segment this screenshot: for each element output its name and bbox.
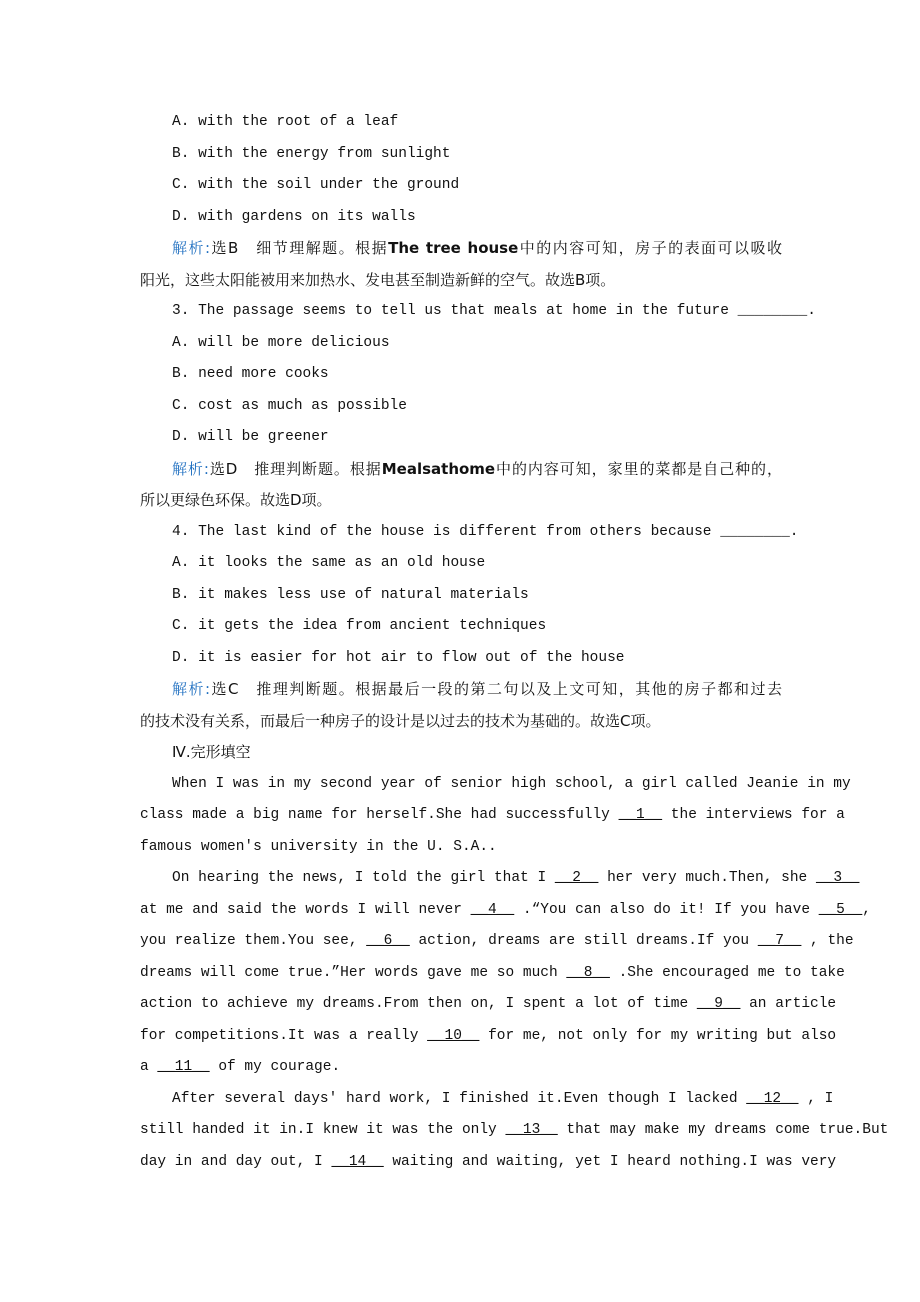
blank-14: __14__ [331, 1154, 384, 1170]
blank-4: __4__ [470, 902, 515, 918]
q3-stem: 3. The passage seems to tell us that meals at home in the future ________. [172, 303, 816, 319]
q3-option-c: C. cost as much as possible [172, 398, 407, 414]
q3-option-d: D. will be greener [172, 429, 329, 445]
q2-option-c: C. with the soil under the ground [172, 177, 460, 193]
q4-option-c: C. it gets the idea from ancient techniques [172, 618, 547, 634]
blank-7: __7__ [757, 933, 802, 949]
keyword: The tree house [388, 239, 519, 257]
passage-line: you realize them.You see, __6__ action, dreams are still dreams.If you __7__ , the [140, 933, 854, 949]
explanation-label: 解析: [172, 680, 210, 698]
passage-line: for competitions.It was a really __10__ for me, not only for my writing but also [140, 1028, 837, 1044]
blank-6: __6__ [366, 933, 410, 949]
q2-option-d: D. with gardens on its walls [172, 209, 416, 225]
q2-explanation-line-1: 解析:选B 细节理解题。根据The tree house中的内容可知，房子的表面可以吸收 [172, 239, 782, 257]
passage-line: When I was in my second year of senior high school, a girl called Jeanie in my [172, 776, 851, 792]
q4-option-a: A. it looks the same as an old house [172, 555, 486, 571]
passage-line: still handed it in.I knew it was the only __13__ that may make my dreams come true.But [140, 1122, 889, 1138]
passage-line: class made a big name for herself.She had successfully __1__ the interviews for a [140, 807, 845, 823]
q4-stem: 4. The last kind of the house is different from others because ________. [172, 524, 799, 540]
passage-line: After several days' hard work, I finished it.Even though I lacked __12__ , I [172, 1091, 834, 1107]
blank-3: __3__ [815, 870, 860, 886]
explanation-label: 解析: [172, 239, 211, 257]
passage-line: action to achieve my dreams.From then on, I spent a lot of time __9__ an article [140, 996, 837, 1012]
keyword: Mealsathome [381, 460, 496, 478]
passage-line: day in and day out, I __14__ waiting and waiting, yet I heard nothing.I was very [140, 1154, 837, 1170]
q3-explanation-line-2: 所以更绿色环保。故选D项。 [140, 491, 332, 509]
blank-13: __13__ [505, 1122, 558, 1138]
blank-10: __10__ [427, 1028, 480, 1044]
q4-explanation-line-1: 解析:选C 推理判断题。根据最后一段的第二句以及上文可知，其他的房子都和过去 [172, 680, 782, 698]
q2-option-b: B. with the energy from sunlight [172, 146, 451, 162]
blank-12: __12__ [746, 1091, 799, 1107]
passage-line: dreams will come true.”Her words gave me so much __8__ .She encouraged me to take [140, 965, 845, 981]
q2-option-a: A. with the root of a leaf [172, 114, 399, 130]
q4-option-d: D. it is easier for hot air to flow out of the house [172, 650, 625, 666]
blank-8: __8__ [566, 965, 610, 981]
passage-line: a __11__ of my courage. [140, 1059, 341, 1075]
passage-line: famous women's university in the U. S.A.. [140, 839, 497, 855]
blank-5: __5__ [818, 902, 863, 918]
q3-option-a: A. will be more delicious [172, 335, 390, 351]
passage-line: at me and said the words I will never __4__ .“You can also do it! If you have __5__, [140, 902, 871, 918]
q3-explanation-line-1: 解析:选D 推理判断题。根据Mealsathome中的内容可知，家里的菜都是自己种的， [172, 460, 782, 478]
blank-11: __11__ [157, 1059, 210, 1075]
section-title: Ⅳ.完形填空 [172, 743, 251, 761]
blank-2: __2__ [554, 870, 599, 886]
q3-option-b: B. need more cooks [172, 366, 329, 382]
blank-1: __1__ [618, 807, 663, 823]
explanation-label: 解析: [172, 460, 209, 478]
blank-9: __9__ [696, 996, 741, 1012]
q4-option-b: B. it makes less use of natural materials [172, 587, 529, 603]
passage-line: On hearing the news, I told the girl that I __2__ her very much.Then, she __3__ [172, 870, 860, 886]
q4-explanation-line-2: 的技术没有关系，而最后一种房子的设计是以过去的技术为基础的。故选C项。 [140, 712, 661, 730]
q2-explanation-line-2: 阳光，这些太阳能被用来加热水、发电甚至制造新鲜的空气。故选B项。 [140, 271, 616, 289]
